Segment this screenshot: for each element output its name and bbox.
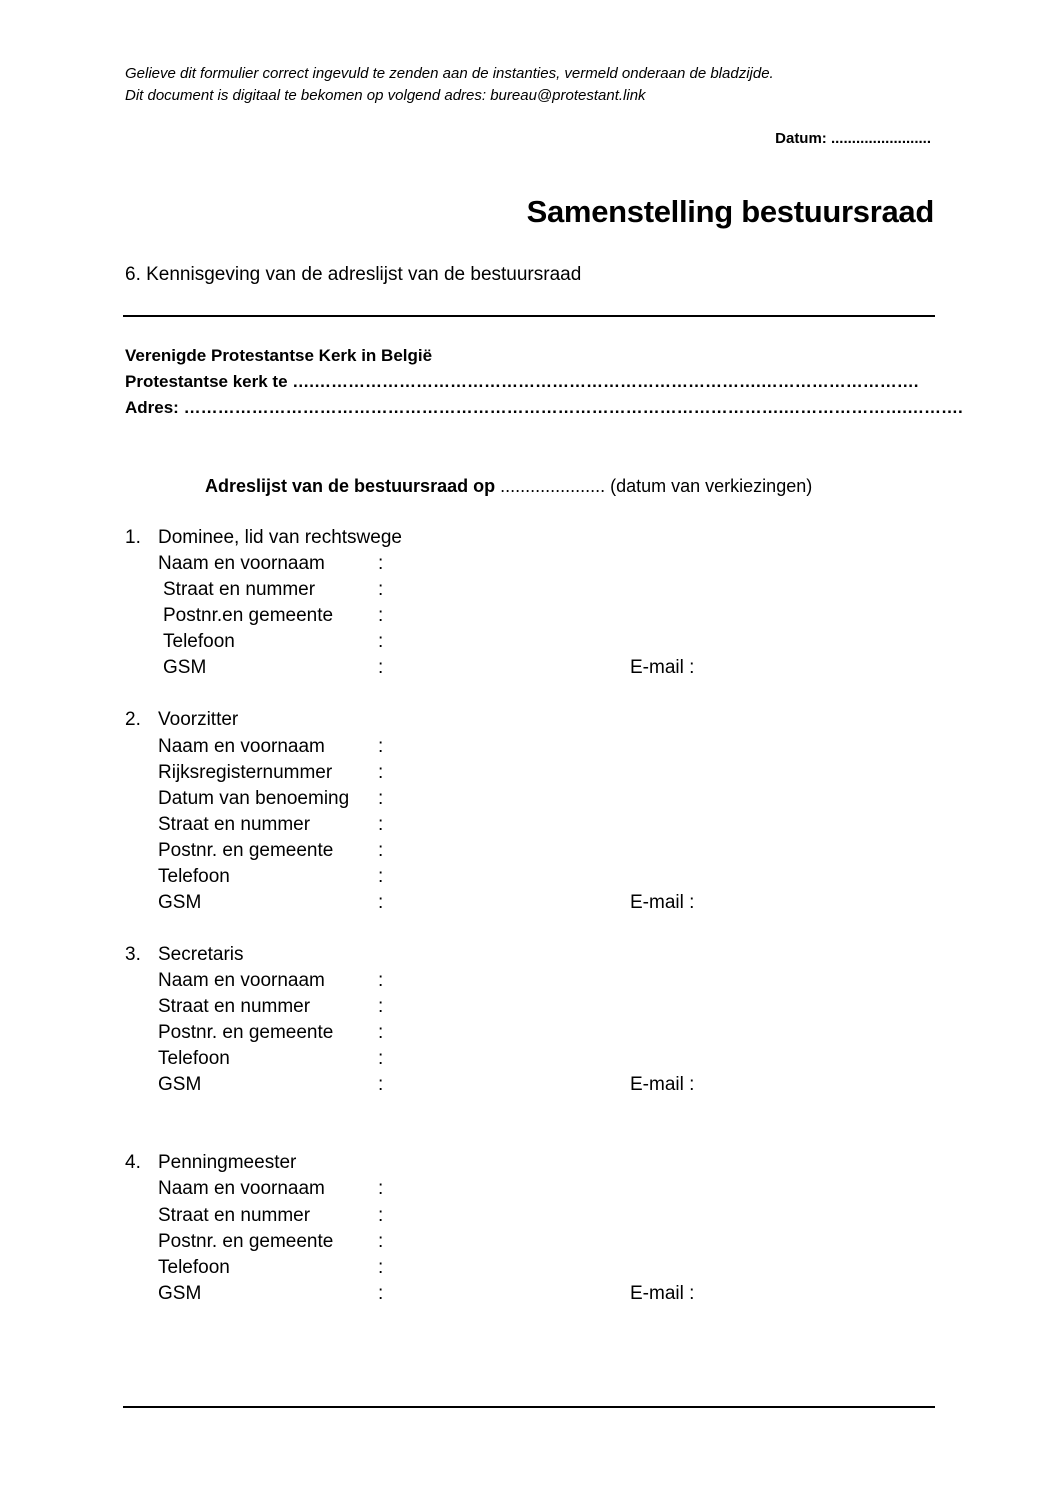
field-colon: : [378,970,384,991]
field-label: Telefoon [158,1048,230,1069]
field-label: Straat en nummer [158,1205,311,1226]
section-penningmeester [125,1152,825,1312]
field-colon: : [378,1048,384,1069]
field-label: Naam en voornaam [158,970,325,991]
section-secretaris [125,944,825,1104]
field-colon: : [378,553,384,574]
address-list-heading [205,476,812,497]
field-label: Naam en voornaam [158,1178,325,1199]
org-name: Verenigde Protestantse Kerk in België [125,346,433,365]
address-list-heading-label: Adreslijst van de bestuursraad op [205,476,496,496]
field-colon: : [378,631,384,652]
section-number: 2. [125,709,141,730]
email-label: E-mail : [630,892,695,913]
section-title: Voorzitter [158,709,239,730]
field-colon: : [378,996,384,1017]
field-colon: : [378,579,384,600]
field-label: Telefoon [158,1257,230,1278]
field-colon: : [378,892,384,913]
field-colon: : [378,1283,384,1304]
org-church-field: Protestantse kerk te ….…………………………………………………………………….………………………. [125,372,919,391]
date-field: Datum: ........................ [775,130,931,147]
field-colon: : [378,736,384,757]
field-label: Straat en nummer [158,814,311,835]
field-colon: : [378,605,384,626]
field-label: Rijksregisternummer [158,762,333,783]
divider-bottom [123,1406,935,1408]
field-label: Telefoon [163,631,235,652]
page-title: Samenstelling bestuursraad [526,194,934,229]
field-colon: : [378,762,384,783]
instruction-line-1: Gelieve dit formulier correct ingevuld te zenden aan de instanties, vermeld onderaan de bladzijde. [125,65,774,82]
section-number: 3. [125,944,141,965]
section-number: 1. [125,527,141,548]
field-label: GSM [158,1283,202,1304]
field-label: Postnr.en gemeente [163,605,334,626]
divider-top [123,315,935,317]
field-label: GSM [163,657,207,678]
field-label: Naam en voornaam [158,553,325,574]
instruction-line-2: Dit document is digitaal te bekomen op volgend adres: bureau@protestant.link [125,87,646,104]
field-colon: : [378,788,384,809]
field-label: GSM [158,1074,202,1095]
field-colon: : [378,840,384,861]
field-colon: : [378,814,384,835]
section-dominee [125,527,825,687]
field-colon: : [378,1022,384,1043]
address-list-heading-note: (datum van verkiezingen) [610,476,813,496]
org-address-field: Adres: …………………………………………………………………………………………….………………….………. [125,398,963,417]
field-colon: : [378,866,384,887]
field-label: Postnr. en gemeente [158,1022,334,1043]
section-title: Secretaris [158,944,244,965]
section-title: Dominee, lid van rechtswege [158,527,402,548]
field-label: Datum van benoeming [158,788,350,809]
section-title: Penningmeester [158,1152,297,1173]
email-label: E-mail : [630,1074,695,1095]
field-label: Postnr. en gemeente [158,1231,334,1252]
field-colon: : [378,1257,384,1278]
field-colon: : [378,657,384,678]
field-colon: : [378,1205,384,1226]
field-label: GSM [158,892,202,913]
field-colon: : [378,1231,384,1252]
field-colon: : [378,1178,384,1199]
field-label: Telefoon [158,866,230,887]
address-list-heading-dots: ..................... [495,476,611,496]
field-label: Straat en nummer [158,996,311,1017]
field-label: Naam en voornaam [158,736,325,757]
field-label: Straat en nummer [163,579,316,600]
field-colon: : [378,1074,384,1095]
section-number: 4. [125,1152,141,1173]
email-label: E-mail : [630,1283,695,1304]
email-label: E-mail : [630,657,695,678]
section-subtitle: 6. Kennisgeving van de adreslijst van de bestuursraad [125,264,582,285]
section-voorzitter [125,709,825,921]
field-label: Postnr. en gemeente [158,840,334,861]
